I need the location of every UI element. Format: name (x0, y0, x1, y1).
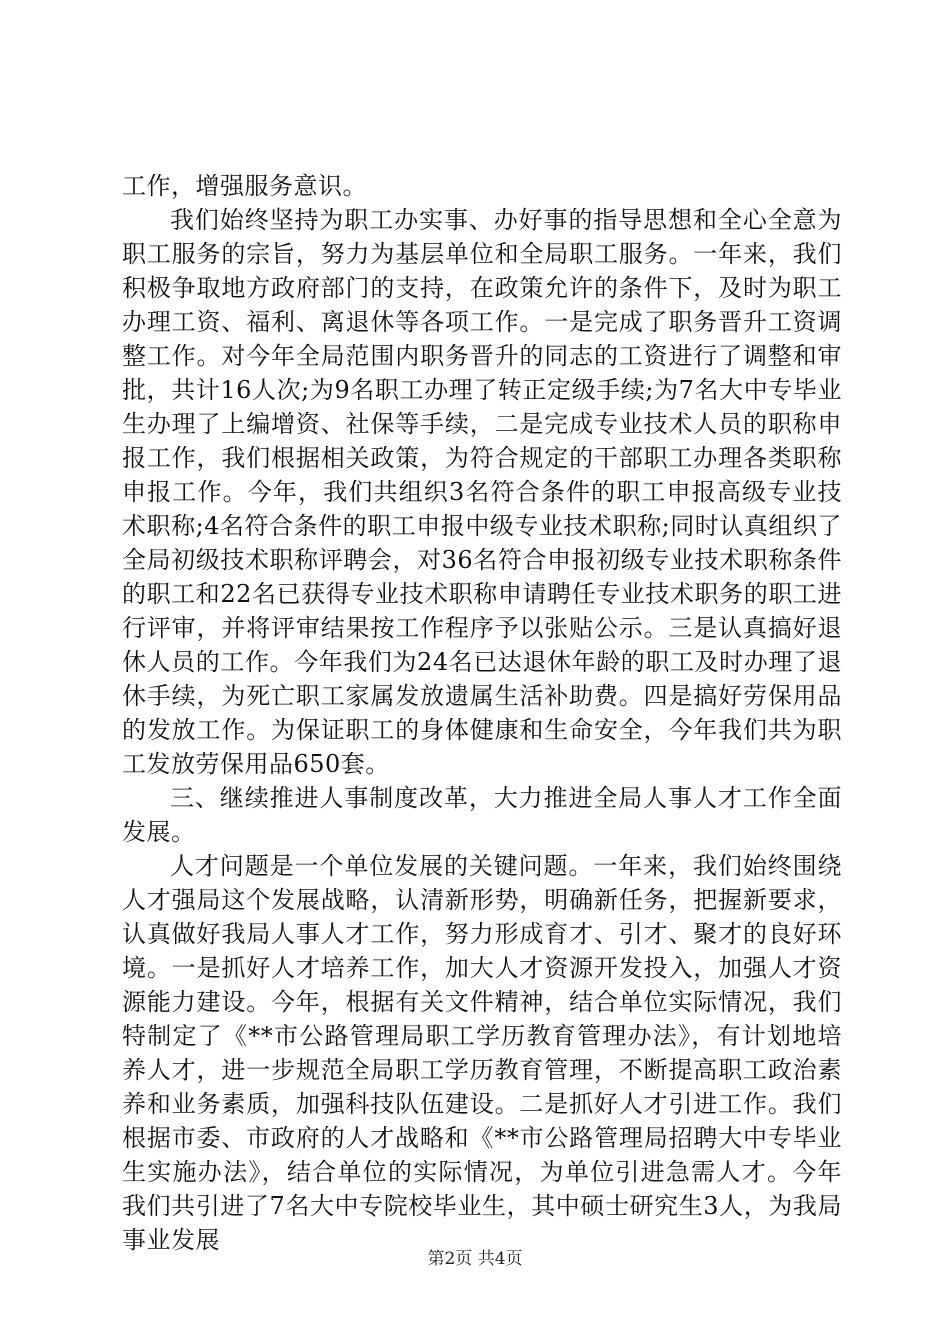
section-heading-reform: 三、继续推进人事制度改革，大力推进全局人事人才工作全面发展。 (122, 784, 842, 846)
paragraph-talent: 人才问题是一个单位发展的关键问题。一年来，我们始终围绕人才强局这个发展战略，认清新形势，明确新任务，把握新要求，认真做好我局人事人才工作，努力形成育才、引才、聚才的良好环境。一是抓好人才培养工作，加大人才资源开发投入，加强人才资源能力建设。今年，根据有关文件精神，结合单位实际情况，我们特制定了《**市公路管理局职工学历教育管理办法》，有计划地培养人才，进一步规范全局职工学历教育管理，不断提高职工政治素养和业务素质，加强科技队伍建设。二是抓好人才引进工作。我们根据市委、市政府的人才战略和《**市公路管理局招聘大中专毕业生实施办法》，结合单位的实际情况，为单位引进急需人才。今年我们共引进了7名大中专院校毕业生，其中硕士研究生3人，为我局事业发展 (122, 852, 842, 1254)
paragraph-continuation: 工作，增强服务意识。 (122, 172, 367, 200)
document-body (122, 169, 842, 1257)
page-number-footer: 第2页 共4页 (427, 1249, 523, 1269)
paragraph-staff-services: 我们始终坚持为职工办实事、办好事的指导思想和全心全意为职工服务的宗旨，努力为基层单位和全局职工服务。一年来，我们积极争取地方政府部门的支持，在政策允许的条件下，及时为职工办理工资、福利、离退休等各项工作。一是完成了职务晋升工资调整工作。对今年全局范围内职务晋升的同志的工资进行了调整和审批，共计16人次;为9名职工办理了转正定级手续;为7名大中专毕业生办理了上编增资、社保等手续，二是完成专业技术人员的职称申报工作，我们根据相关政策，为符合规定的干部职工办理各类职称申报工作。今年，我们共组织3名符合条件的职工申报高级专业技术职称;4名符合条件的职工申报中级专业技术职称;同时认真组织了全局初级技术职称评聘会，对36名符合申报初级专业技术职称条件的职工和22名已获得专业技术职称申请聘任专业技术职务的职工进行评审，并将评审结果按工作程序予以张贴公示。三是认真搞好退休人员的工作。今年我们为24名已达退休年龄的职工及时办理了退休手续，为死亡职工家属发放遗属生活补助费。四是搞好劳保用品的发放工作。为保证职工的身体健康和生命安全，今年我们共为职工发放劳保用品650套。 (122, 206, 842, 778)
